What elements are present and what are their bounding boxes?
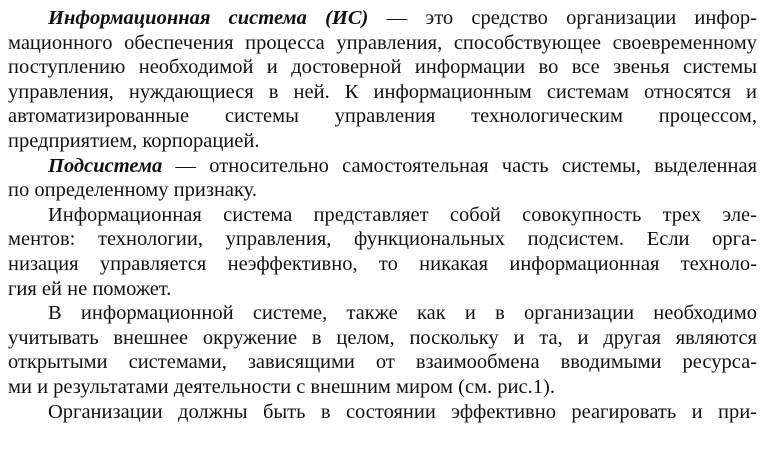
text-line: поступлению необходимой и достоверной информации во все звенья системы bbox=[8, 56, 757, 79]
text-line: автоматизированные системы управления технологическим процессом, bbox=[8, 105, 757, 128]
paragraph-organizations bbox=[8, 400, 757, 425]
term-information-system: Информационная система (ИС) bbox=[48, 7, 369, 29]
text-line: предприятием, корпорацией. bbox=[8, 129, 260, 152]
line-text: — это средство организации инфор- bbox=[368, 7, 757, 29]
text-line: низация управляется неэффективно, то никакая информационная техноло- bbox=[8, 252, 757, 275]
text-line: ми и результатами деятельности с внешним миром (см. рис.1). bbox=[8, 375, 555, 398]
line-text: — относительно самостоятельная часть системы, выделенная bbox=[162, 154, 757, 177]
paragraph-external-environment bbox=[8, 301, 757, 399]
text-line: гия ей не поможет. bbox=[8, 277, 172, 300]
text-line: мационного обеспечения процесса управления, способствующее своевременному bbox=[8, 31, 757, 54]
text-line: учитывать внешнее окружение в целом, поскольку и та, и другая являются bbox=[8, 326, 757, 349]
term-subsystem: Подсистема bbox=[48, 154, 163, 177]
text-line bbox=[8, 154, 757, 179]
text-line: ментов: технологии, управления, функциональных подсистем. Если орга- bbox=[8, 228, 757, 251]
text-line: по определенному признаку. bbox=[8, 179, 258, 202]
paragraph-subsystem bbox=[8, 154, 757, 203]
text-line bbox=[8, 6, 757, 31]
text-line: В информационной системе, также как и в организации необходимо bbox=[48, 302, 757, 325]
text-line: открытыми системами, зависящими от взаимообмена вводимыми ресурса- bbox=[8, 351, 757, 374]
paragraph-information-system bbox=[8, 6, 757, 154]
text-line: Информационная система представляет собой совокупность трех эле- bbox=[48, 203, 757, 226]
text-line: управления, нуждающиеся в ней. К информационным системам относятся и bbox=[8, 80, 757, 103]
paragraph-is-elements bbox=[8, 203, 757, 301]
text-line: Организации должны быть в состоянии эффективно реагировать и при- bbox=[48, 400, 757, 423]
